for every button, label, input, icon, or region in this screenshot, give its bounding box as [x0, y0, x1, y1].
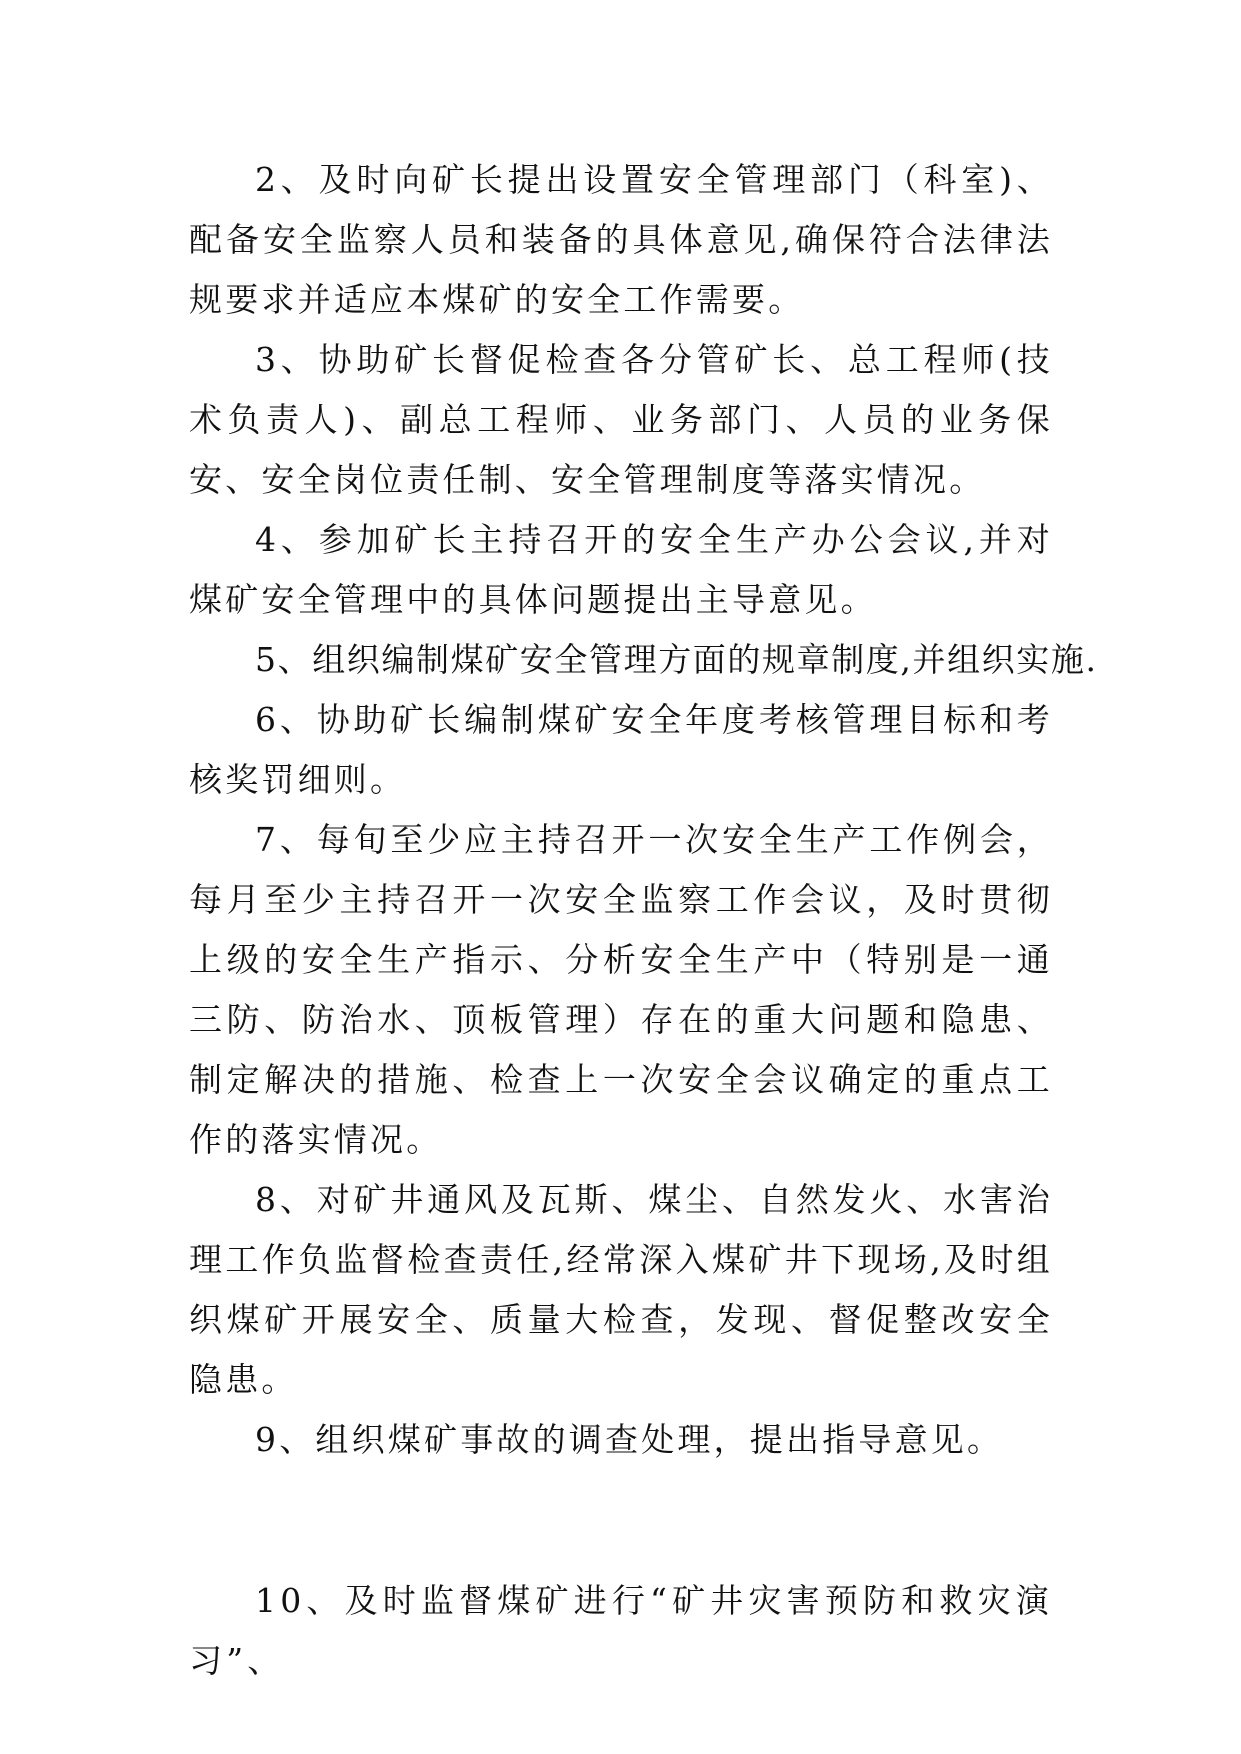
paragraph-item-5: 5、组织编制煤矿安全管理方面的规章制度,并组织实施.	[255, 640, 1098, 679]
paragraph-gap	[189, 1470, 1053, 1571]
document-body	[189, 150, 1098, 1691]
paragraph-item-6: 6、协助矿长编制煤矿安全年度考核管理目标和考核奖罚细则。	[189, 700, 1053, 799]
paragraph-item-2: 2、及时向矿长提出设置安全管理部门（科室)、配备安全监察人员和装备的具体意见,确保符合法律法规要求并适应本煤矿的安全工作需要。	[189, 160, 1053, 319]
paragraph-item-8: 8、对矿井通风及瓦斯、煤尘、自然发火、水害治理工作负监督检查责任,经常深入煤矿井下现场,及时组织煤矿开展安全、质量大检查，发现、督促整改安全隐患。	[189, 1180, 1053, 1399]
paragraph-item-4: 4、参加矿长主持召开的安全生产办公会议,并对煤矿安全管理中的具体问题提出主导意见。	[189, 520, 1053, 619]
paragraph-item-3: 3、协助矿长督促检查各分管矿长、总工程师(技术负责人)、副总工程师、业务部门、人员的业务保安、安全岗位责任制、安全管理制度等落实情况。	[189, 340, 1053, 499]
paragraph-item-9: 9、组织煤矿事故的调查处理，提出指导意见。	[255, 1420, 1004, 1459]
paragraph-item-7: 7、每旬至少应主持召开一次安全生产工作例会，每月至少主持召开一次安全监察工作会议，及时贯彻上级的安全生产指示、分析安全生产中（特别是一通三防、防治水、顶板管理）存在的重大问题和隐患、制定解决的措施、检查上一次安全会议确定的重点工作的落实情况。	[189, 820, 1053, 1159]
paragraph-item-10: 10、及时监督煤矿进行“矿井灾害预防和救灾演习”、	[189, 1581, 1053, 1680]
